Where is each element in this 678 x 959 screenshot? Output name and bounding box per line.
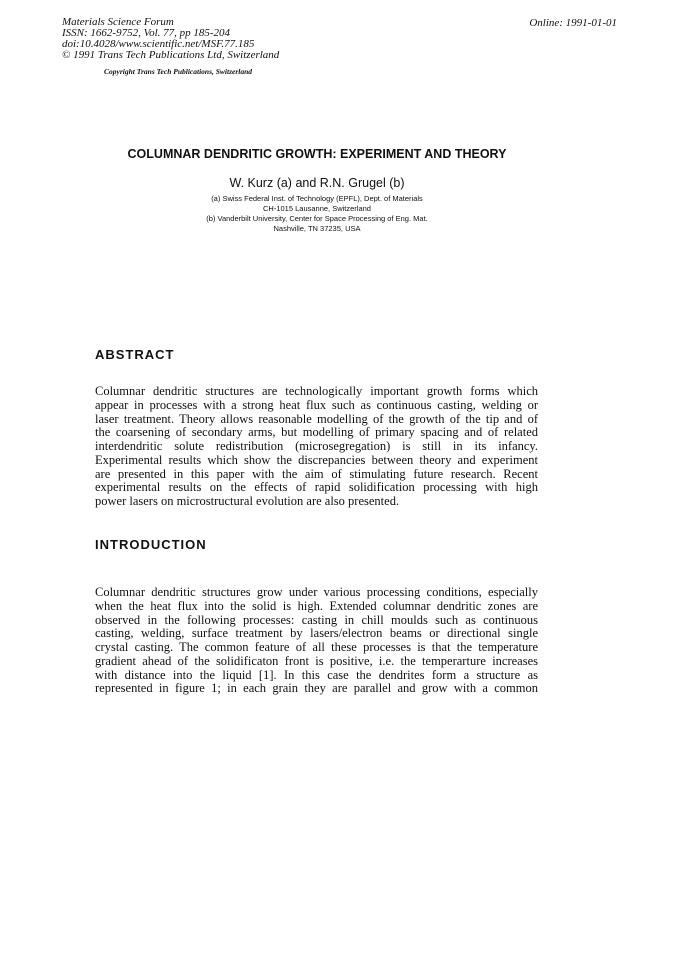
introduction-line: when the heat flux into the solid is high. Extended columnar dendritic zones are	[95, 599, 538, 613]
affiliation-line: (a) Swiss Federal Inst. of Technology (EPFL), Dept. of Materials	[211, 194, 423, 203]
introduction-line: Columnar dendritic structures grow under various processing conditions, especially	[95, 586, 538, 599]
journal-issn: ISSN: 1662-9752, Vol. 77, pp 185-204	[62, 27, 231, 39]
abstract-line: interdendritic solute redistribution (microsegregation) is still in its infancy.	[95, 440, 538, 453]
journal-copyright-line: © 1991 Trans Tech Publications Ltd, Switzerland	[62, 49, 280, 61]
introduction-line: gradient ahead of the solidificaton front is positive, i.e. the temperarture increases	[95, 654, 538, 668]
abstract-line: the coarsening of secondary arms, but modelling of primary spacing and of related	[95, 426, 538, 440]
introduction-line: crystal casting. The common feature of all these processes is that the temperature	[95, 641, 538, 654]
abstract-line: laser treatment. Theory allows reasonable modelling of the growth of the tip and of	[95, 412, 538, 426]
affiliation-line: (b) Vanderbilt University, Center for Space Processing of Eng. Mat.	[206, 214, 428, 223]
affiliation-line: CH-1015 Lausanne, Switzerland	[263, 204, 371, 213]
journal-name: Materials Science Forum	[62, 16, 174, 28]
introduction-line: observed in the following processes: casting in chill moulds such as continuous	[95, 613, 538, 627]
abstract-body	[95, 385, 538, 509]
abstract-line: appear in processes with a strong heat flux such as continuous casting, welding or	[95, 398, 538, 412]
abstract-heading: ABSTRACT	[95, 347, 175, 362]
paper-authors: W. Kurz (a) and R.N. Grugel (b)	[229, 176, 405, 190]
online-date: Online: 1991-01-01	[529, 17, 617, 29]
copyright-notice: Copyright Trans Tech Publications, Switzerland	[104, 67, 253, 76]
introduction-line: represented in figure 1; in each grain they are parallel and grow with a common	[95, 682, 538, 696]
affiliation-line: Nashville, TN 37235, USA	[273, 224, 361, 233]
abstract-line: Columnar dendritic structures are technologically important growth forms which	[95, 385, 538, 398]
abstract-line: experimental results on the effects of rapid solidification processing with high	[95, 481, 538, 495]
introduction-body	[95, 586, 538, 696]
paper-title: COLUMNAR DENDRITIC GROWTH: EXPERIMENT AND THEORY	[127, 147, 507, 161]
abstract-line: Experimental results which show the discrepancies between theory and experiment	[95, 453, 538, 467]
introduction-line: casting, welding, surface treatment by lasers/electron beams or directional single	[95, 627, 538, 641]
abstract-line: power lasers on microstructural evolution are also presented.	[95, 495, 400, 508]
journal-doi: doi:10.4028/www.scientific.net/MSF.77.185	[62, 38, 255, 50]
introduction-heading: INTRODUCTION	[95, 537, 207, 552]
introduction-line: with distance into the liquid [1]. In this case the dendrites form a structure as	[95, 668, 538, 682]
abstract-line: are presented in this paper with the aim of stimulating future research. Recent	[95, 467, 538, 481]
